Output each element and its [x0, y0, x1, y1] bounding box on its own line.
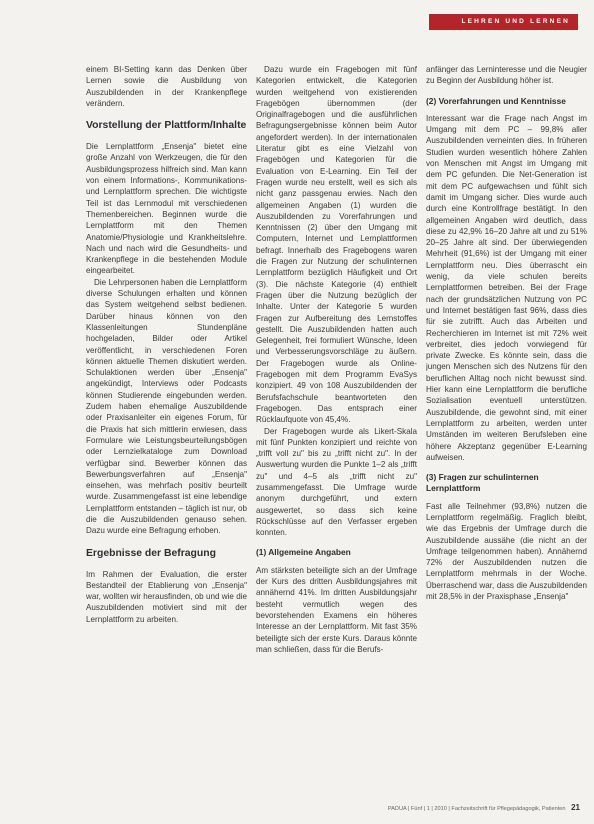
paragraph: Dazu wurde ein Fragebogen mit fünf Kategorien entwickelt, die Kategorien wurden weitgehend von existierenden Fragebögen übernommen (der Originalfragebogen und die ausführlichen Befragungsergebnisse können beim Autor angefordert werden). In der internationalen Literatur gibt es eine Vielzahl von Fragebögen und Kategorien für die Evaluation von E-Learning. Ein Teil der Fragen wurde neu erstellt, weil es sich als nicht ganz passgenau erwies. Nach den allgemeinen Angaben (1) wurden die Auszubildenden zu Vorerfahrungen und Kenntnissen (2) über den Umgang mit Computern, Internet und Lernplattformen befragt. Innerhalb des Fragebogens waren die Fragen zur Nutzung der schulinternen Lernplattform bezüglich Häufigkeit und Ort (3). Die nächste Kategorie (4) enthielt Fragen über die Nutzung bezüglich der Inhalte. Unter der Kategorie 5 wurden Fragen zur Aufbereitung des Lernstoffes gestellt. Die Auszubildenden hatten auch Gelegenheit, frei formuliert Wünsche, Ideen und Verbesserungsvorschläge zu äußern. Der Fragebogen wurde als Online-Fragebogen mit dem Programm EvaSys konzipiert. 49 von 108 Auszubildenden der Berufsfachschule beantworteten den Fragebogen. Das entsprach einer Rücklaufquote von 45,4%.: [256, 65, 417, 425]
page-number: 21: [571, 803, 580, 812]
subsection-heading: (1) Allgemeine Angaben: [256, 547, 351, 558]
journal-citation: PADUA | Fünf | 1 | 2010 | Fachzeitschrift für Pflegepädagogik, Patienten: [387, 806, 566, 812]
paragraph: Im Rahmen der Evaluation, die erster Bestandteil der Etablierung von „Ensenja" war, wollten wir herausfinden, ob und wie die Auszubildenden motiviert sind mit der Lernplattform zu arbeiten.: [86, 569, 247, 624]
section-label-bar: [429, 14, 578, 30]
subsection-heading: (3) Fragen zur schulinternen Lernplattform: [426, 472, 539, 494]
paragraph: Die Lehrpersonen haben die Lernplattform diverse Schulungen erhalten und können das System weitgehend selbst bedienen. Darüber hinaus können von den Klassenleitungen Stundenpläne hochgeladen, Bilder oder Artikel veröffentlicht, in verschiedenen Foren können aktuelle Themen diskutiert werden. Schulaktionen werden über „Ensenja" angekündigt, Interviews oder Podcasts können Studierende eingebunden werden. Zudem haben ehemalige Auszubildende oder Praxisanleiter ein eigenes Forum, für die Praxis hat sich mittlerin erwiesen, dass Formulare wie Leistungsbeurteilungsbögen oder Lernzielkataloge zum Download verfügbar sind. Bewerber können das Bewerbungsverfahren auf „Ensenja" einsehen, was mehrfach positiv beurteilt wurde. Zusammengefasst ist eine lebendige Lernplattform entstanden – täglich ist nur, ob die die Auszubildenden genauso sehen. Dazu wurde eine Befragung erhoben.: [86, 277, 247, 536]
text-column-2: [256, 64, 417, 774]
text-column-1: [86, 64, 247, 774]
paragraph: Fast alle Teilnehmer (93,8%) nutzen die Lernplattform regelmäßig. Fraglich bleibt, wie das Ergebnis der Umfrage durch die Auszubildende aussähe (die nicht an der Umfrage teilgenommen haben). Annähernd 72% der Auszubildenden nutzen die Lernplattform mehrmals in der Woche. Überraschend war, dass die Auszubildenden mit 28,5% in der Praxisphase „Ensenja": [426, 501, 587, 602]
section-label: LEHREN UND LERNEN: [461, 18, 570, 25]
text-column-3: [426, 64, 587, 774]
paragraph: Interessant war die Frage nach Angst im Umgang mit dem PC – 99,8% aller Auszubildenden verneinten dies. In früheren Studien wurden wesentlich höhere Zahlen von Menschen mit Angst im Umgang mit dem PC gefunden. Die Net-Generation ist mit dem PC aufgewachsen und fühlt sich damit im Umgang sicher. Dies wurde auch durch eine Kontrollfrage bestätigt. In den allgemeinen Angaben wird deutlich, dass diese zu 42,9% 16–20 Jahre alt und zu 51% 20–25 Jahre alt sind. Der überwiegenden Mehrheit (91,6%) ist der Umgang mit einer Lernplattform neu. Dies überrascht ein wenig, da viele schulen bereits Lernplattformen betreiben. Bei der Frage nach der grundsätzlichen Nutzung von PC und Internet bestätigen fast 96%, dass dies für sie zutrifft. Auch das Arbeiten und Recherchieren im Internet ist mit 72% weit verbreitet, dies jedoch vorwiegend für private Zwecke. Es könnte sein, dass die jungen Menschen sich des Nutzens für den beruflichen Alltag noch nicht bewusst sind. Hier kann eine Lernplattform die berufliche Sozialisation eventuell unterstützen. Auszubildende, die gewohnt sind, mit einer Lernplattform zu arbeiten, werden unter Umständen im weiteren Berufsleben eine höhere Akzeptanz gegenüber E-Learning aufweisen.: [426, 113, 587, 462]
paragraph: Am stärksten beteiligte sich an der Umfrage der Kurs des dritten Ausbildungsjahres mit annähernd 41%. Im dritten Ausbildungsjahr besteht vermutlich wegen des bevorstehenden Examens ein höheres Interesse an der Lernplattform. Mit fast 35% beteiligte sich der erste Kurs. Daraus könnte man schließen, dass für die Berufs-: [256, 565, 417, 654]
page-footer: [370, 803, 580, 814]
paragraph: einem BI-Setting kann das Denken über Lernen sowie die Ausbildung von Auszubildenden in der Krankenpflege verändern.: [86, 65, 247, 108]
paragraph: Der Fragebogen wurde als Likert-Skala mit fünf Punkten konzipiert und reichte von „trifft voll zu" bis zu „trifft nicht zu". In der Auswertung wurden die Punkte 1–2 als „trifft zu" und 4–5 als „trifft nicht zu" zusammengefasst. Die Umfrage wurde anonym durchgeführt, und extern ausgewertet, so dass sich keine Rückschlüsse auf den Verfasser ergeben konnten.: [256, 426, 417, 538]
section-heading: Vorstellung der Plattform/Inhalte: [86, 120, 247, 132]
section-heading: Ergebnisse der Befragung: [86, 547, 216, 559]
paragraph: anfänger das Lerninteresse und die Neugier zu Beginn der Ausbildung höher ist.: [426, 65, 587, 86]
subsection-heading: (2) Vorerfahrungen und Kenntnisse: [426, 95, 566, 106]
paragraph: Die Lernplattform „Ensenja" bietet eine große Anzahl von Werkzeugen, die für den Ausbildungsprozess hilfreich sind. Man kann von einem Informations-, Kommunikations- und Lernplattform sprechen. Die wichtigste Teil ist das Lernmodul mit verschiedenen Themenbereichen. Beginnen wurde die Lernplattform mit den Themen Anatomie/Physiologie und Krankheitslehre. Nach und nach wird die Gesundheits- und Krankenpflege in die bestehenden Module eingearbeitet.: [86, 142, 247, 276]
